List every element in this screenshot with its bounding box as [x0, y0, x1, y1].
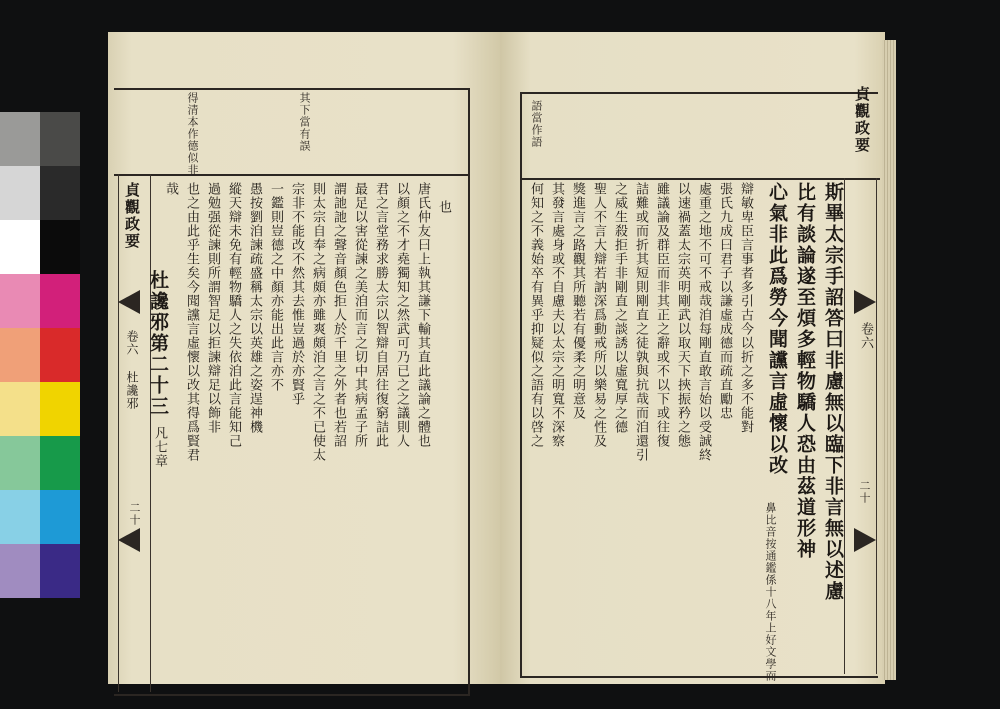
color-swatch: [0, 382, 40, 436]
color-swatch: [0, 328, 40, 382]
text-column: 唐氏仲友曰上執其謙下輸其直此議論之體也: [415, 182, 430, 448]
right-page: [500, 32, 885, 684]
folio: 二十: [858, 480, 871, 504]
text-column: 則太宗自奉之病頗亦雖爽頗洎之言之不已使太: [310, 182, 325, 462]
head-note: 語當作語: [530, 100, 543, 148]
text-column: 縱天辯未免有輕物驕人之失依洎此言能知己: [226, 182, 241, 448]
left-page: [108, 32, 500, 684]
color-swatch: [0, 112, 40, 166]
color-swatch: [40, 544, 80, 598]
text-column: 也之由此乎生矣今聞讜言虛懷以改其得爲賢君: [184, 182, 199, 462]
spine-title: 貞觀政要: [123, 182, 141, 250]
text-column: 處重之地不可不戒哉洎每剛直敢言始以受誠終: [696, 182, 711, 462]
text-column: 一鑑則豈德之中顏亦能出此言亦不: [268, 182, 283, 392]
text-column: 過勉强從諫則所謂智足以拒諫辯足以飾非: [205, 182, 220, 434]
text-column: 詰難或而折其短則剛直之徒孰與抗哉而洎還引: [633, 182, 648, 462]
spine-title: 貞觀政要: [853, 86, 871, 154]
head-note: 其下當有誤: [298, 92, 311, 152]
running-note: 鼻比音按通鑑係十八年上好文學而: [764, 502, 777, 682]
text-column: 何知之不義始卒有異乎抑疑似之語有以啓之: [528, 182, 543, 448]
color-swatch: [40, 166, 80, 220]
color-swatch: [40, 382, 80, 436]
color-checker: [0, 112, 80, 600]
text-column: 其發言處身或不自慮夫以太宗之明寬不深察: [549, 182, 564, 448]
text-column: 也: [436, 200, 451, 214]
color-swatch: [0, 274, 40, 328]
folio: 二十: [128, 502, 141, 526]
text-column: 斯畢太宗手詔答曰非慮無以臨下非言無以述慮: [822, 182, 844, 602]
spine-rule: [118, 174, 119, 692]
text-column: 聖人不言大辯若訥深爲動戒所以樂易之性及: [591, 182, 606, 448]
text-column: 辯敏卑臣言事者多引古今以折之多不能對: [738, 182, 753, 434]
chapter-note: 凡七章: [152, 426, 167, 468]
color-swatch: [0, 490, 40, 544]
fold-mark: [118, 290, 140, 314]
text-column: 最足以害從諫之美洎而言之切中其病孟子所: [352, 182, 367, 448]
text-column: 君之言堂務求勝太宗以智辯自居往復窮詰此: [373, 182, 388, 448]
text-column: 之威生殺拒手非剛直之談誘以虛寬厚之德: [612, 182, 627, 434]
text-column: 謂訑訑之聲音顏色拒人於千里之外者也若詔: [331, 182, 346, 448]
color-swatch: [40, 436, 80, 490]
text-column: 以速禍蓋太宗英明剛武以取天下挾振矜之態: [675, 182, 690, 448]
text-column: 宗非不能改不然其去惟豈過於亦賢乎: [289, 182, 304, 406]
page-edges: [882, 40, 896, 680]
color-swatch: [40, 112, 80, 166]
head-rule: [114, 174, 470, 176]
color-swatch: [0, 544, 40, 598]
color-swatch: [40, 490, 80, 544]
color-swatch: [0, 220, 40, 274]
color-swatch: [40, 220, 80, 274]
spine-volume: 卷六 杜讒邪: [125, 330, 139, 410]
color-swatch: [40, 274, 80, 328]
fold-mark: [118, 528, 140, 552]
text-column: 張氏九成曰君子以謙虛成德而疏直勵忠: [717, 182, 732, 420]
text-column: 雖議論及群臣而非其正之辭或不以下或往復: [654, 182, 669, 448]
fold-mark: [854, 528, 876, 552]
head-note: 得清本作德似非: [186, 92, 199, 176]
spine-rule: [876, 178, 877, 674]
spine-volume: 卷六: [858, 322, 873, 350]
text-column: 以顏之不才堯獨知之然武可乃已之之議則人: [394, 182, 409, 448]
color-swatch: [0, 166, 40, 220]
head-rule: [520, 178, 880, 180]
color-swatch: [0, 436, 40, 490]
fold-mark: [854, 290, 876, 314]
text-column: 愚按劉洎諫疏盛稱太宗以英雄之姿逞神機: [247, 182, 262, 434]
text-column: 心氣非此爲勞今聞讜言虛懷以改: [766, 182, 788, 476]
text-column: 哉: [163, 182, 178, 196]
text-column: 獎進言之路觀其所聽若有優柔之明意及: [570, 182, 585, 420]
chapter-title: 杜讒邪第二十三: [147, 270, 169, 417]
color-swatch: [40, 328, 80, 382]
text-column: 比有談論遂至煩多輕物驕人恐由茲道形神: [794, 182, 816, 560]
